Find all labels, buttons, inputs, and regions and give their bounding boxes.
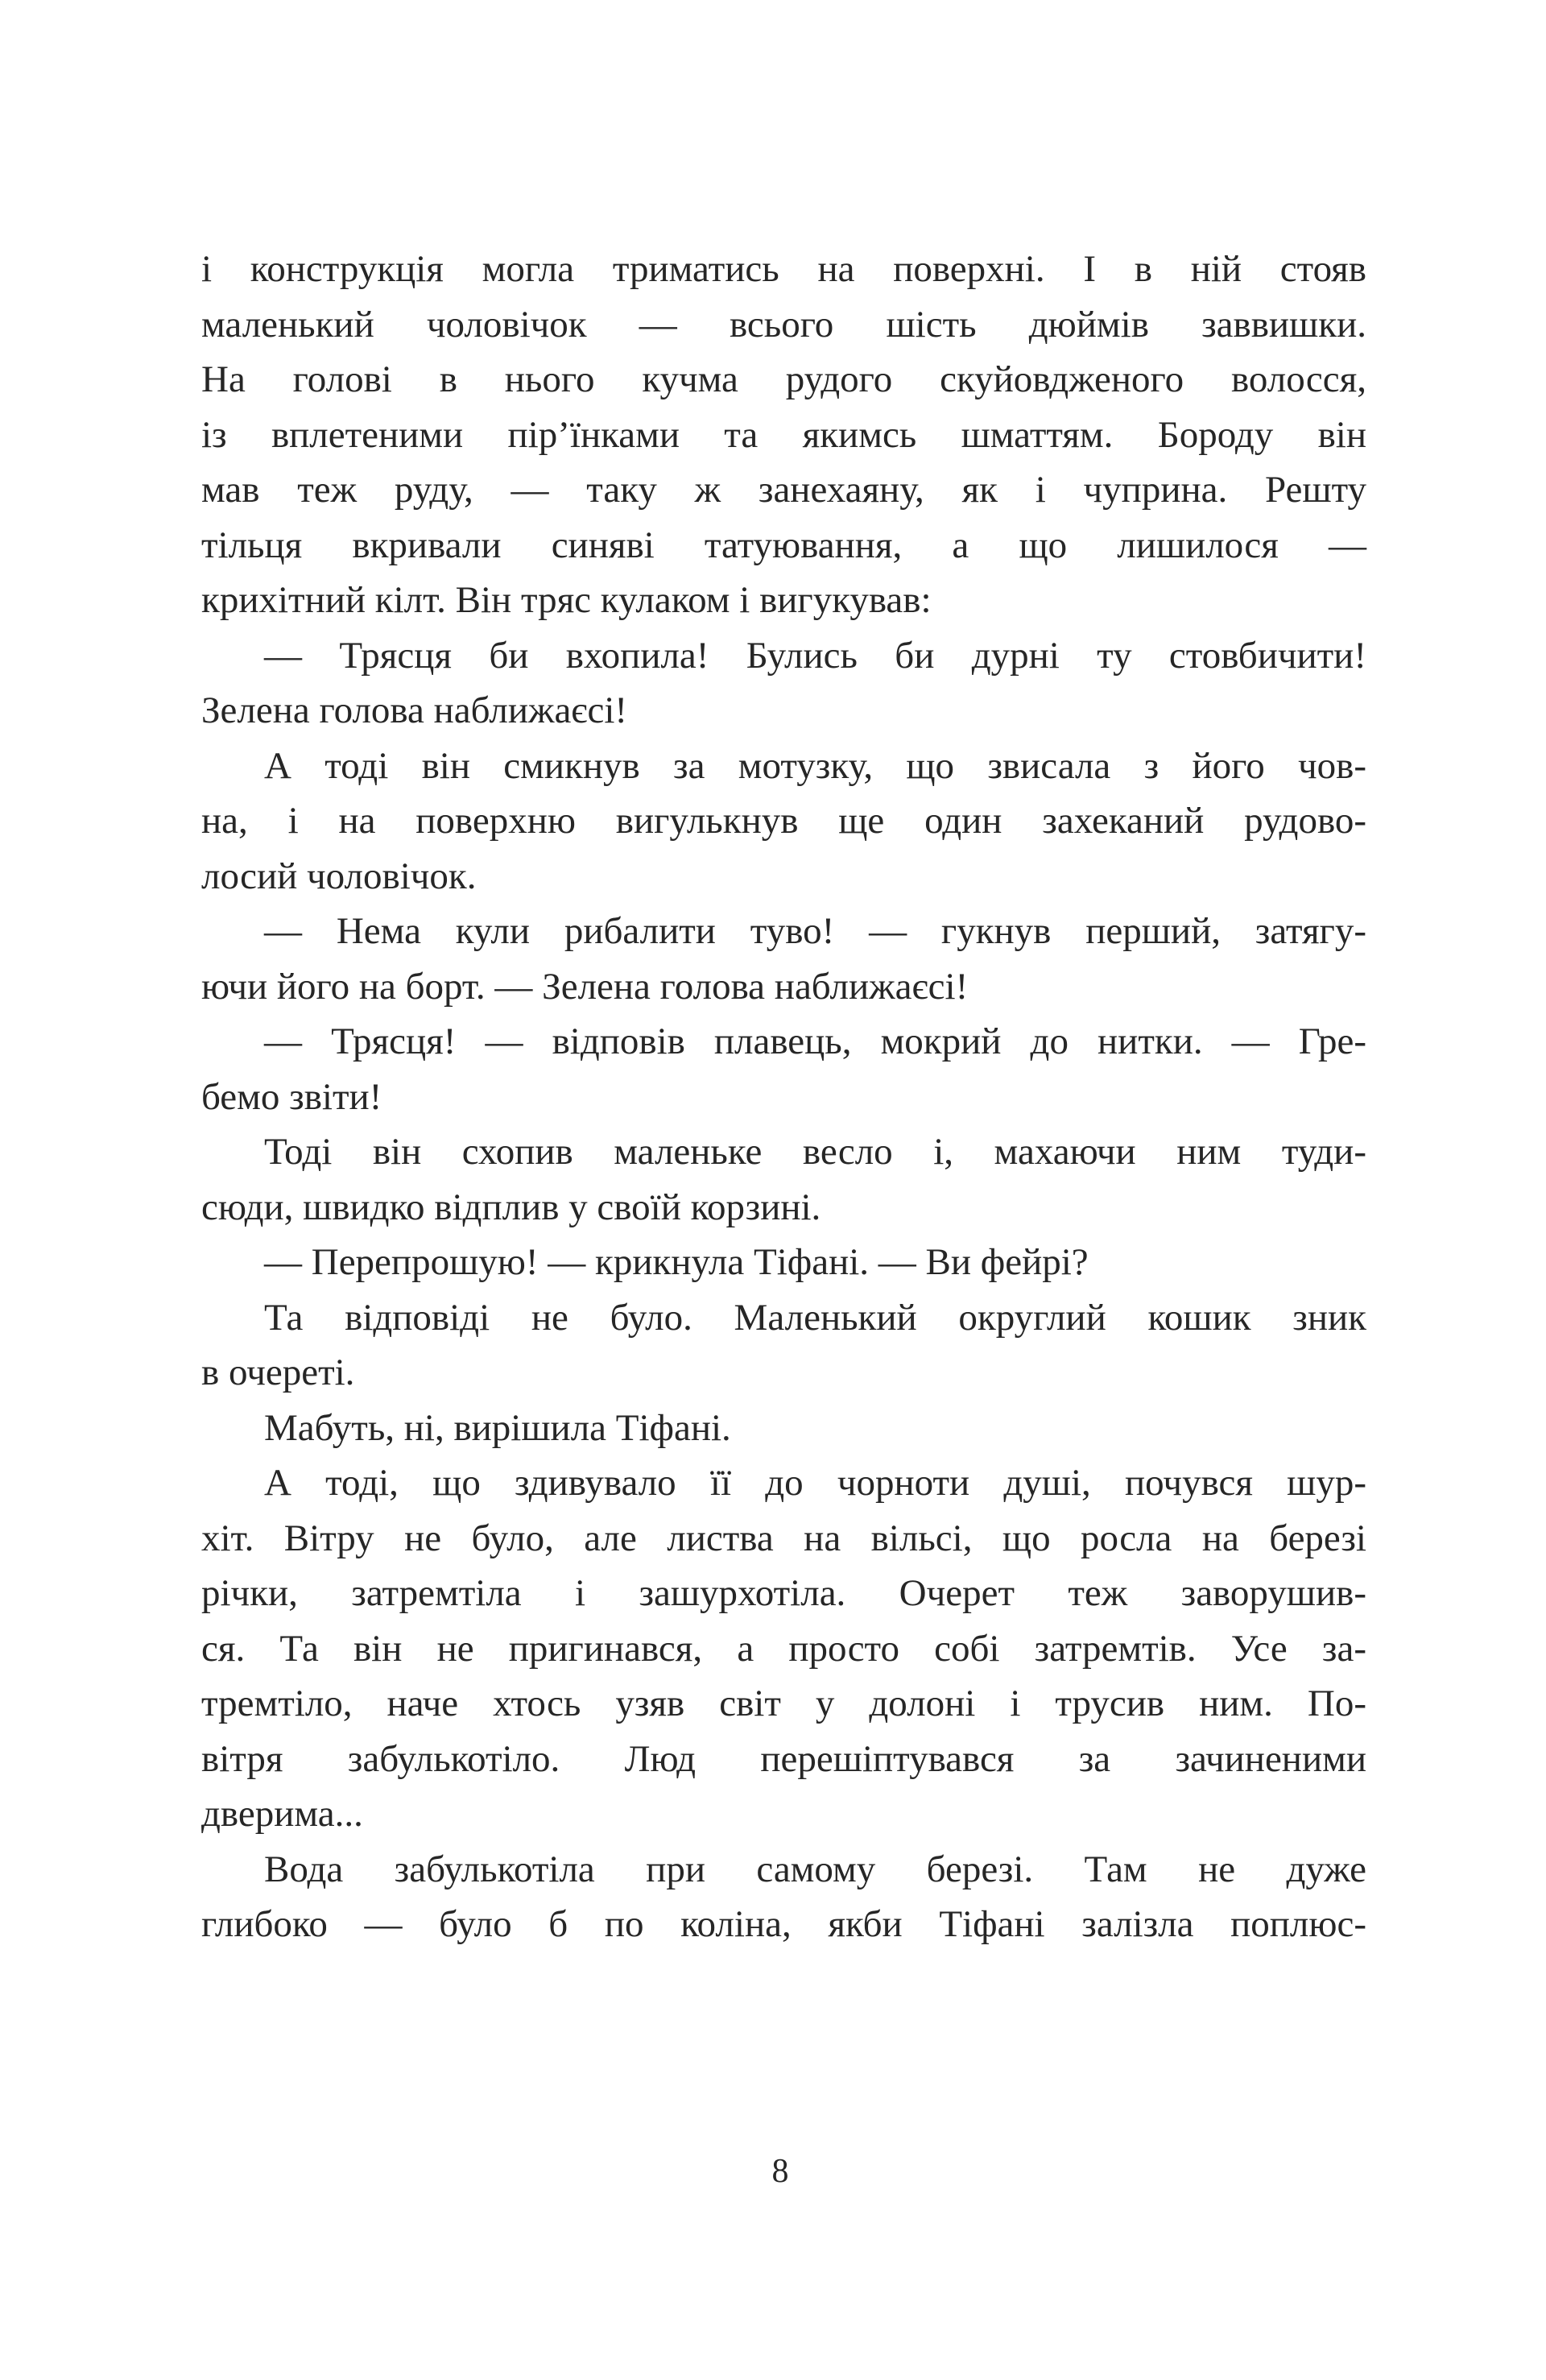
text-line: — Нема кули рибалити туво! — гукнув перший, затягу-	[264, 910, 1366, 952]
text-line: Тоді він схопив маленьке весло і, махаючи ним туди-	[264, 1131, 1366, 1173]
text-line: мав теж руду, — таку ж занехаяну, як і чуприна. Решту	[201, 469, 1366, 511]
text-line: вітря забулькотіло. Люд перешіптувався за зачиненими	[201, 1737, 1366, 1780]
text-line: Зелена голова наближаєсі!	[201, 689, 628, 731]
page-number: 8	[771, 2153, 789, 2190]
text-line: Мабуть, ні, вирішила Тіфані.	[264, 1406, 731, 1449]
text-line: — Трясця би вхопила! Булись би дурні ту стовбичити!	[264, 634, 1366, 677]
text-line: А тоді він смикнув за мотузку, що звисала з його чов-	[264, 744, 1366, 787]
text-line: ся. Та він не пригинався, а просто собі затремтів. Усе за-	[201, 1627, 1366, 1670]
text-line: на, і на поверхню вигулькнув ще один захеканий рудово-	[201, 800, 1366, 842]
text-line: і конструкція могла триматись на поверхні. І в ній стояв	[201, 248, 1366, 290]
text-line: маленький чоловічок — всього шість дюймів заввишки.	[201, 303, 1366, 346]
page-body-text	[201, 242, 1366, 1952]
text-line: ючи його на борт. — Зелена голова наближаєсі!	[201, 965, 969, 1008]
text-line: На голові в нього кучма рудого скуйовдженого волосся,	[201, 358, 1366, 400]
text-line: лосий чоловічок.	[201, 855, 477, 897]
text-line: тремтіло, наче хтось узяв світ у долоні і трусив ним. По-	[201, 1683, 1366, 1724]
text-line: — Трясця! — відповів плавець, мокрий до нитки. — Гре-	[264, 1020, 1366, 1062]
text-line: тільця вкривали синяві татуювання, а що лишилося —	[201, 524, 1366, 566]
text-line: глибоко — було б по коліна, якби Тіфані залізла поплюс-	[201, 1903, 1366, 1945]
text-line: в очереті.	[201, 1351, 355, 1393]
text-line: річки, затремтіла і зашурхотіла. Очерет теж заворушив-	[201, 1572, 1366, 1614]
text-line: із вплетеними пір’їнками та якимсь шматтям. Бороду він	[201, 413, 1366, 456]
text-line: бемо звіти!	[201, 1075, 382, 1118]
text-line: А тоді, що здивувало її до чорноти душі, почувся шур-	[264, 1462, 1366, 1504]
text-line: сюди, швидко відплив у своїй корзині.	[201, 1186, 821, 1228]
text-line: — Перепрошую! — крикнула Тіфані. — Ви фейрі?	[264, 1241, 1089, 1283]
text-line: хіт. Вітру не було, але листва на вільсі, що росла на березі	[201, 1517, 1366, 1559]
text-line: Та відповіді не було. Маленький округлий кошик зник	[264, 1296, 1366, 1339]
text-line: дверима...	[201, 1793, 363, 1835]
text-line: крихітний кілт. Він тряс кулаком і вигукував:	[201, 579, 932, 621]
text-line: Вода забулькотіла при самому березі. Там не дуже	[264, 1848, 1366, 1890]
